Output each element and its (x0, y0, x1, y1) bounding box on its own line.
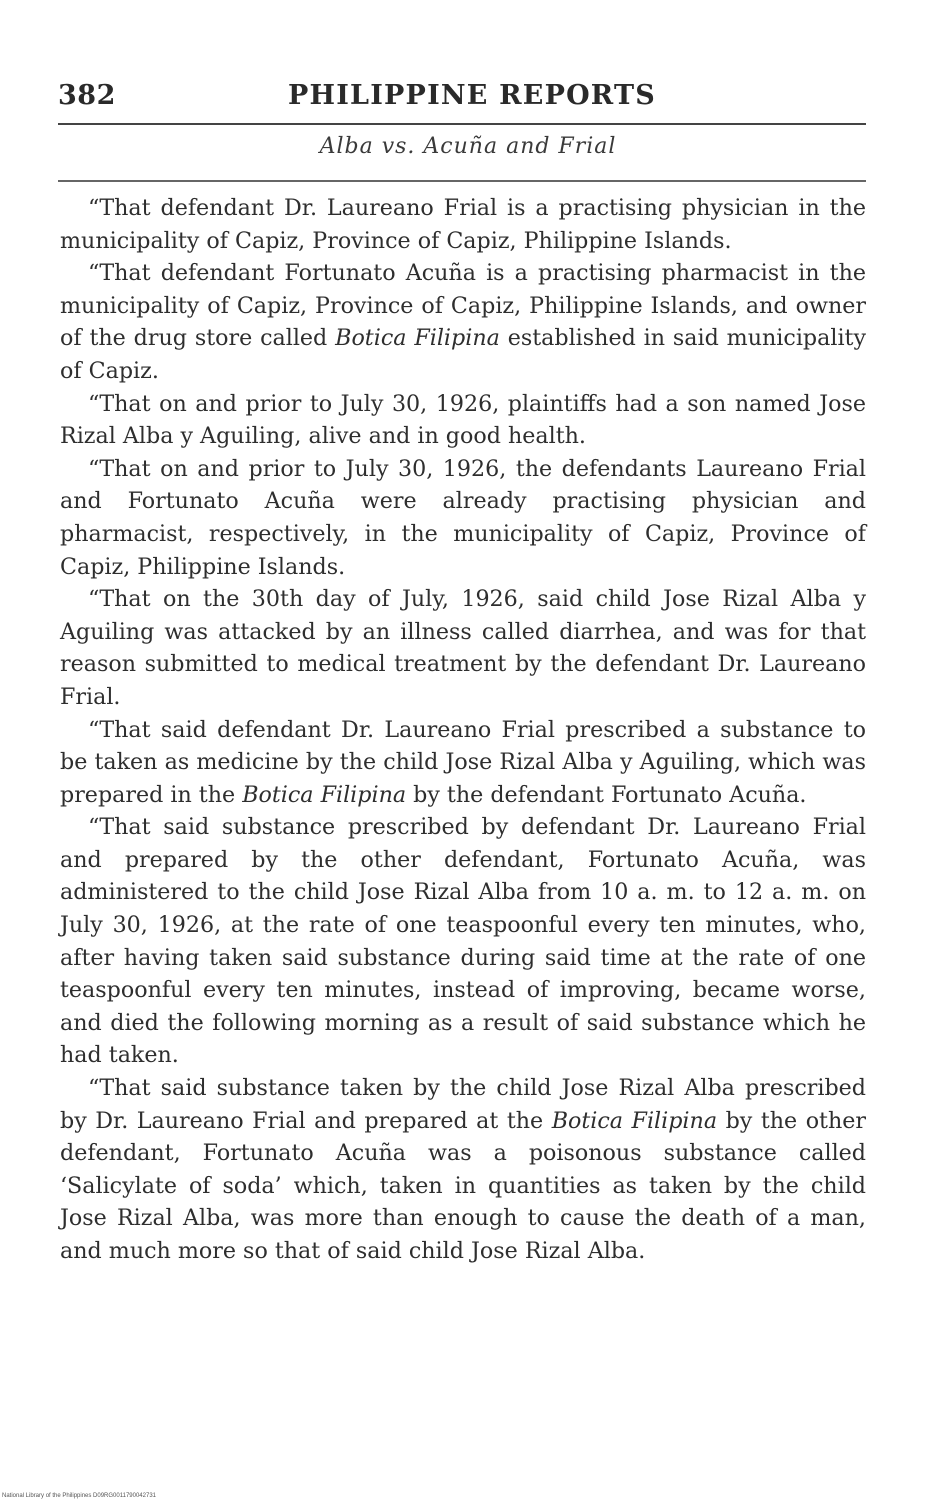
paragraph (60, 811, 866, 1072)
header-rule-top (58, 123, 866, 125)
paragraph (60, 192, 866, 257)
italic-name: Botica Filipina (335, 325, 500, 352)
paragraph-text: by the defendant Fortunato Acuña. (406, 781, 807, 808)
case-title: Alba vs. Acuña and Frial (319, 134, 617, 159)
italic-name: Botica Filipina (551, 1107, 718, 1134)
paragraph (60, 583, 866, 713)
body-text (60, 192, 866, 1268)
scan-footer-note: National Library of the Philippines D09RG0011790042731 (2, 1493, 156, 1499)
header-rule-bottom (58, 180, 866, 182)
italic-name: Botica Filipina (242, 781, 407, 808)
paragraph (60, 388, 866, 453)
paragraph-text: “That said defendant Dr. Laureano Frial prescribed a substance to be taken as medicine by the child Jose Rizal Alba y Aguiling, which was prepared in the (60, 716, 866, 808)
paragraph-text: established in said municipality of Capiz. (60, 325, 866, 384)
paragraph-text: “That defendant Dr. Laureano Frial is a practising physician in the municipality of Capiz, Province of Capiz, Philippine Islands. (60, 195, 866, 254)
paragraph-text: “That on and prior to July 30, 1926, the defendants Laureano Frial and Fortunato Acuña were already practising physician and pharmacist, respectively, in the municipality of Capiz, Province of Capiz, Philippine Islands. (60, 455, 866, 580)
paragraph-text: “That said substance taken by the child Jose Rizal Alba prescribed by Dr. Laureano Frial and prepared at the (60, 1075, 866, 1134)
paragraph (60, 714, 866, 812)
paragraph-text: “That on the 30th day of July, 1926, said child Jose Rizal Alba y Aguiling was attacked by an illness called diarrhea, and was for that reason submitted to medical treatment by the defendant Dr. Laureano Frial. (60, 586, 866, 710)
paragraph (60, 453, 866, 583)
page-number: 382 (58, 80, 116, 111)
paragraph-text: “That defendant Fortunato Acuña is a practising pharmacist in the municipality of Capiz, Province of Capiz, Philippine Islands, and owner of the drug store called (60, 260, 866, 352)
paragraph-text: “That said substance prescribed by defendant Dr. Laureano Frial and prepared by the other defendant, Fortunato Acuña, was administered to the child Jose Rizal Alba from 10 a. m. to 12 a. m. on July 30, 1926, at the rate of one teaspoonful every ten minutes, who, after having taken said substance during said time at the rate of one teaspoonful every ten minutes, instead of improving, became worse, and died the following morning as a result of said substance which he had taken. (60, 814, 866, 1069)
paragraph-text: by the other defendant, Fortunato Acuña was a poisonous substance called ‘Salicylate of soda’ which, taken in quantities as taken by the child Jose Rizal Alba, was more than enough to cause the death of a man, and much more so that of said child Jose Rizal Alba. (60, 1107, 866, 1264)
paragraph-text: “That on and prior to July 30, 1926, plaintiffs had a son named Jose Rizal Alba y Aguiling, alive and in good health. (60, 390, 866, 450)
paragraph (60, 1072, 866, 1268)
running-head: PHILIPPINE REPORTS (288, 80, 656, 111)
paragraph (60, 257, 866, 387)
